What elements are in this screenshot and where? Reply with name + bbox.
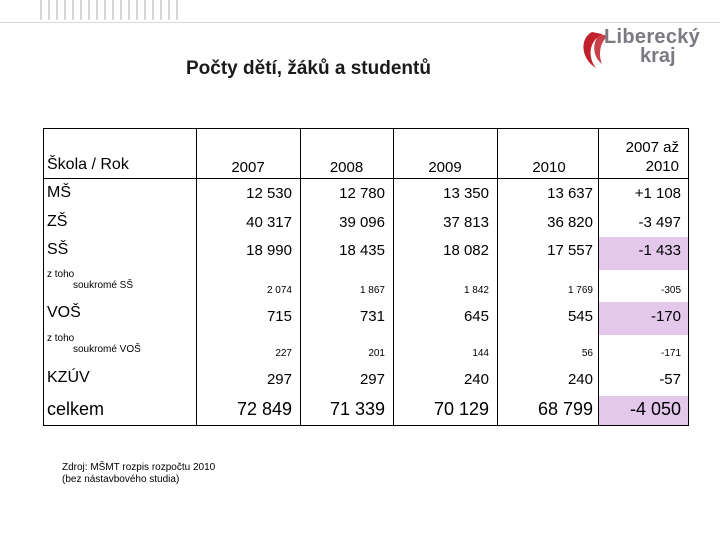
pupil-counts-table — [43, 128, 689, 426]
table-cell: 68 799 — [537, 399, 593, 419]
diff-cell: -3 497 — [638, 214, 681, 231]
table-row — [43, 178, 689, 207]
table-cell: 645 — [463, 308, 489, 325]
table-cell: 17 557 — [547, 242, 593, 259]
row-label-line1: z toho — [47, 333, 75, 344]
table-cell: 227 — [275, 348, 292, 359]
table-cell: 13 350 — [443, 185, 489, 202]
table-cell: 18 435 — [339, 242, 385, 259]
table-cell: 1 842 — [463, 285, 489, 296]
diff-cell: -305 — [660, 285, 681, 296]
table-row — [43, 267, 689, 300]
table-cell: 144 — [472, 348, 489, 359]
header-diff-line1: 2007 až — [625, 139, 679, 156]
table-cell: 297 — [359, 371, 385, 388]
table-cell: 240 — [567, 371, 593, 388]
header-diff-line2: 2010 — [645, 158, 679, 175]
header-year: 2007 — [231, 159, 265, 176]
row-label-line2: soukromé VOŠ — [73, 344, 141, 355]
diff-cell: -4 050 — [629, 399, 681, 419]
source-line2: (bez nástavbového studia) — [62, 474, 180, 485]
table-cell: 71 339 — [329, 399, 385, 419]
header-divider-line — [43, 178, 689, 179]
row-label: VOŠ — [47, 304, 81, 321]
header-year: 2009 — [428, 159, 462, 176]
row-label — [43, 267, 196, 300]
row-label: KZÚV — [47, 369, 90, 386]
column-divider — [497, 128, 498, 426]
table-row-total — [43, 395, 689, 426]
row-label-line1: z toho — [47, 269, 75, 280]
column-divider — [196, 128, 197, 426]
diff-cell: +1 108 — [634, 185, 681, 202]
table-cell: 12 530 — [246, 185, 292, 202]
table-cell: 72 849 — [236, 399, 292, 419]
table-cell: 731 — [359, 308, 385, 325]
table-row — [43, 236, 689, 267]
header-divider — [0, 22, 720, 23]
table-cell: 37 813 — [443, 214, 489, 231]
header-diff — [601, 128, 689, 178]
table-row — [43, 207, 689, 236]
table-row — [43, 300, 689, 332]
row-label: ZŠ — [47, 213, 68, 230]
logo-text-line1: Liberecký — [604, 26, 701, 48]
table-row — [43, 332, 689, 363]
header-label: Škola / Rok — [47, 156, 129, 173]
table-cell: 12 780 — [339, 185, 385, 202]
row-label — [43, 332, 196, 363]
liberecky-kraj-logo — [578, 26, 701, 72]
diff-cell: -170 — [650, 308, 681, 325]
table-cell: 240 — [463, 371, 489, 388]
table-cell: 18 990 — [246, 242, 292, 259]
table-cell: 715 — [266, 308, 292, 325]
table-cell: 36 820 — [547, 214, 593, 231]
table-cell: 56 — [581, 348, 593, 359]
table-cell: 201 — [368, 348, 385, 359]
logo-text-line2: kraj — [640, 45, 676, 67]
table-cell: 70 129 — [433, 399, 489, 419]
column-divider — [598, 128, 599, 426]
row-label-line2: soukromé SŠ — [73, 280, 134, 291]
table-cell: 13 637 — [547, 185, 593, 202]
table-cell: 297 — [266, 371, 292, 388]
table-cell: 39 096 — [339, 214, 385, 231]
table-cell: 2 074 — [266, 285, 292, 296]
slide-title: Počty dětí, žáků a studentů — [186, 58, 431, 79]
source-line1: Zdroj: MŠMT rozpis rozpočtu 2010 — [62, 462, 216, 473]
row-label: MŠ — [47, 184, 71, 201]
table-cell: 1 867 — [359, 285, 385, 296]
table-row — [43, 363, 689, 395]
diff-cell: -57 — [659, 371, 681, 388]
table-cell: 40 317 — [246, 214, 292, 231]
header-year: 2008 — [329, 159, 364, 176]
table-cell: 545 — [567, 308, 593, 325]
top-stripes-decoration — [0, 0, 720, 20]
table-header-row — [43, 128, 689, 178]
row-label: SŠ — [47, 241, 69, 258]
column-divider — [393, 128, 394, 426]
row-label: celkem — [47, 399, 105, 419]
diff-cell: -1 433 — [638, 242, 681, 259]
source-note — [62, 462, 215, 486]
table-cell: 18 082 — [443, 242, 489, 259]
diff-cell: -171 — [660, 348, 681, 359]
header-year: 2010 — [532, 159, 566, 176]
column-divider — [300, 128, 301, 426]
table-cell: 1 769 — [567, 285, 593, 296]
